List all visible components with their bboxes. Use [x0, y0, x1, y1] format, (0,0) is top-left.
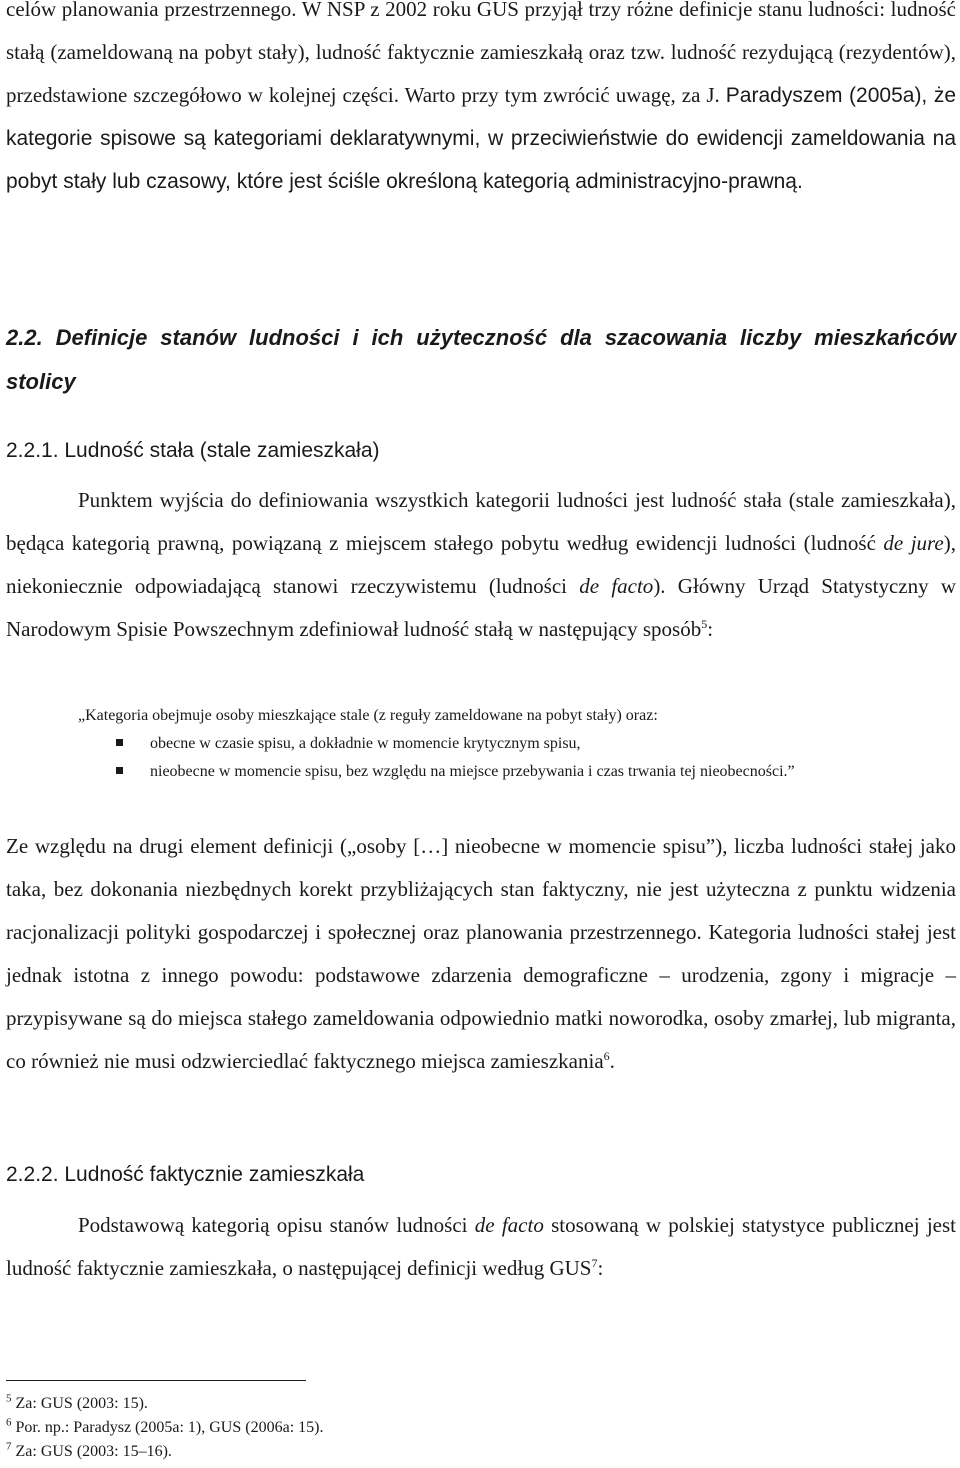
footnote: $^7$ Za: GUS (2003: 15–16).	[6, 1440, 172, 1460]
footnote-ref: 5	[701, 617, 708, 631]
subsection-heading-2-2-1: 2.2.1. Ludność stała (stale zamieszkała)	[6, 439, 380, 462]
latin-term: de facto	[474, 1213, 544, 1237]
subsection-1-paragraph-2: Ze względu na drugi element definicji („osoby […] nieobecne w momencie spisu”), liczba ludności stałej jako taka, bez dokonania niezbędnych korekt przybliżających stan faktyczny, nie jest użyteczna z punktu widzenia racjonalizacji polityki gospodarczej i społecznej oraz planowania przestrzennego. Kategoria ludności stałej jest jednak istotna z innego powodu: podstawowe zdarzenia demograficzne – urodzenia, zgony i migracje – przypisywane są do miejsca stałego zameldowania odpowiednio matki noworodka, osoby zmarłej, lub migranta, co również nie musi odzwierciedlać faktycznego miejsca zamieszkania$^6$.	[6, 834, 956, 1073]
quote-list-item: nieobecne w momencie spisu, bez względu na miejsce przebywania i czas trwania tej nieobecności.”	[78, 758, 956, 786]
footnotes	[6, 1392, 323, 1464]
footnote-separator	[6, 1380, 306, 1381]
footnote: $^5$ Za: GUS (2003: 15).	[6, 1392, 148, 1412]
intro-serif-text: celów planowania przestrzennego. W NSP z 2002 roku GUS przyjął trzy różne definicje stanu ludności: ludność stałą (zameldowaną na pobyt stały), ludność faktycznie zamieszkałą oraz tzw. ludność rezydującą (rezydentów), przedstawione szczegółowo w kolejnej części. Warto przy tym zwrócić uwagę, za J.	[6, 0, 956, 107]
quote-list	[78, 730, 956, 786]
quote-intro: „Kategoria obejmuje osoby mieszkające stale (z reguły zameldowane na pobyt stały) oraz:	[78, 707, 658, 724]
subsection-heading-2-2-2: 2.2.2. Ludność faktycznie zamieszkała	[6, 1163, 365, 1186]
footnote-ref: 7	[591, 1256, 598, 1270]
subsection-1-paragraph-1: Punktem wyjścia do definiowania wszystkich kategorii ludności jest ludność stała (stale zamieszkała), będąca kategorią prawną, powiązaną z miejscem stałego pobytu według ewidencji ludności (ludność de jure), niekoniecznie odpowiadającą stanowi rzeczywistemu (ludności de facto). Główny Urząd Statystyczny w Narodowym Spisie Powszechnym zdefiniował ludność stałą w następujący sposób$^5$:	[6, 488, 957, 641]
latin-term: de jure	[883, 531, 944, 555]
intro-paragraph	[6, 0, 956, 203]
subsection-2-paragraph-1: Podstawową kategorią opisu stanów ludności de facto stosowaną w polskiej statystyce publicznej jest ludność faktycznie zamieszkała, o następującej definicji według GUS$^7$:	[6, 1213, 957, 1280]
square-bullet-icon	[116, 739, 123, 746]
section-heading: 2.2. Definicje stanów ludności i ich użyteczność dla szacowania liczby mieszkańców stolicy	[6, 325, 956, 394]
latin-term: de facto	[579, 574, 654, 598]
intro-sans-text: Paradyszem (2005a), że kategorie spisowe są kategoriami deklaratywnymi, w przeciwieństwie do ewidencji zameldowania na pobyt stały lub czasowy, które jest ściśle określoną kategorią administracyjno-prawną.	[6, 84, 957, 193]
square-bullet-icon	[116, 767, 123, 774]
footnote: $^6$ Por. np.: Paradysz (2005a: 1), GUS (2006a: 15).	[6, 1416, 324, 1436]
definition-quote	[6, 702, 956, 786]
quote-list-item: obecne w czasie spisu, a dokładnie w momencie krytycznym spisu,	[78, 730, 956, 758]
footnote-ref: 6	[603, 1049, 610, 1063]
